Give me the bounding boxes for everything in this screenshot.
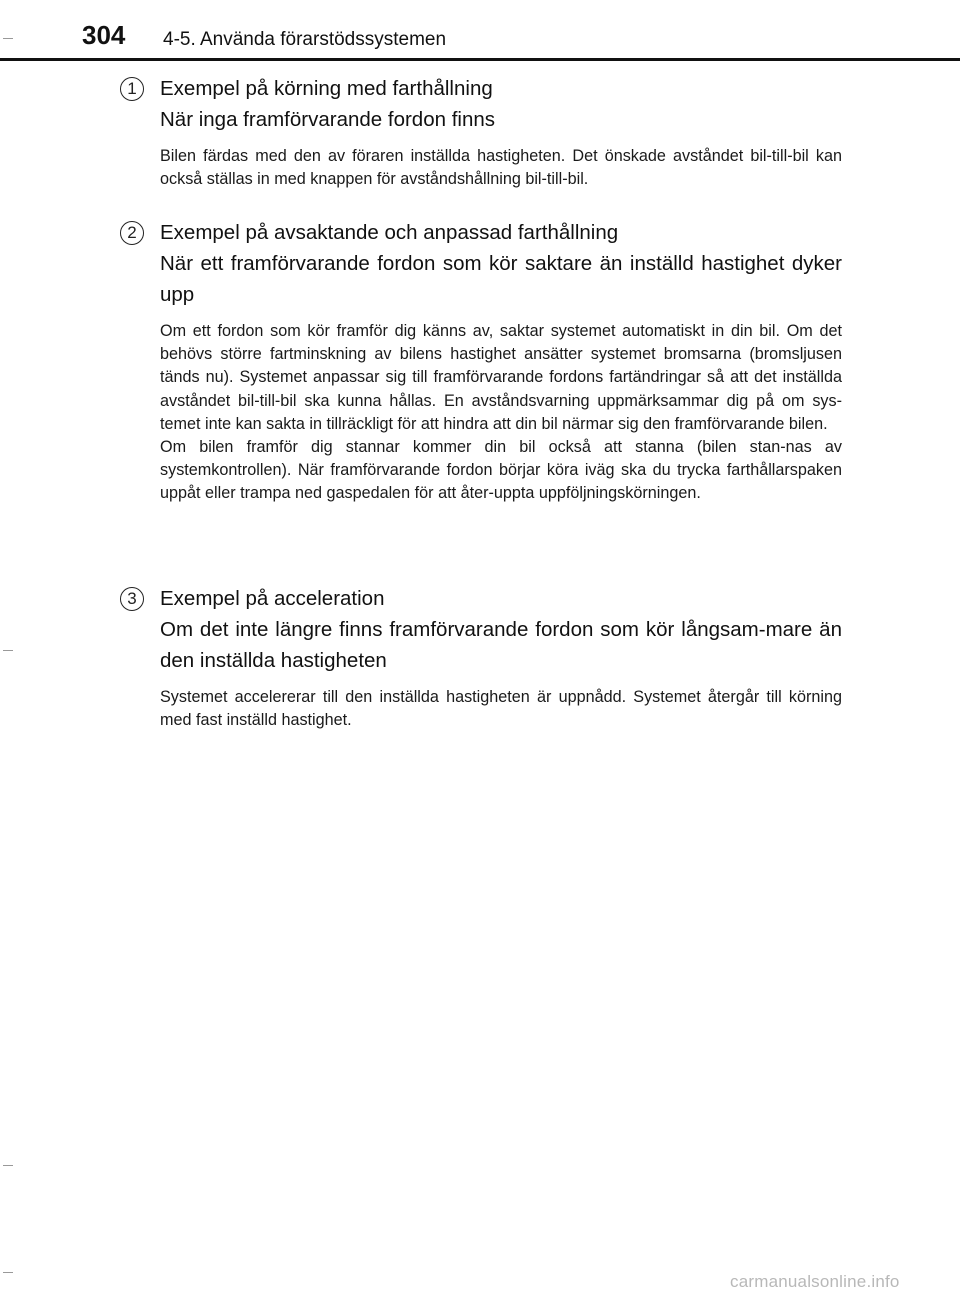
page-number: 304 [82, 20, 126, 50]
example-body [160, 686, 842, 732]
body-paragraph: Bilen färdas med den av föraren inställda hastigheten. Det önskade avståndet bil-till-bil kan också ställas in med knappen för avståndshållning bil-till-bil. [160, 147, 842, 189]
example-body [160, 320, 842, 506]
example-title: Exempel på acceleration [160, 587, 385, 610]
crop-mark [3, 1165, 13, 1166]
watermark: carmanualsonline.info [730, 1272, 900, 1291]
example-body [160, 145, 842, 191]
example-title: Exempel på körning med farthållning [160, 77, 493, 100]
example-subtitle: När ett framförvarande fordon som kör saktare än inställd hastighet dyker upp [160, 252, 842, 306]
crop-mark [3, 38, 13, 39]
example-3 [120, 584, 842, 732]
body-paragraph: Om ett fordon som kör framför dig känns av, saktar systemet automatiskt in din bil. Om det behövs större fartminskning av bilens hastighet ansätter systemet bromsarna (bromsljusen tänds nu). Systemet anpassar sig till framförvarande fordons fartändringar så att det inställda avståndet bil-till-bil ska kunna hållas. En avståndsvarning uppmärksammar dig på om sys-temet inte kan sakta in tillräckligt för att hindra att din bil närmar sig den framförvarande bilen. [160, 322, 842, 433]
example-title: Exempel på avsaktande och anpassad farthållning [160, 221, 619, 244]
example-1 [120, 74, 842, 191]
crop-mark [3, 1272, 13, 1273]
example-subtitle: När inga framförvarande fordon finns [160, 108, 496, 131]
example-2 [120, 218, 842, 506]
section-title: 4-5. Använda förarstödssystemen [163, 29, 447, 50]
step-number-badge: 2 [120, 221, 144, 245]
example-subtitle: Om det inte längre finns framförvarande fordon som kör långsam-mare än den inställda hastigheten [160, 618, 842, 672]
step-number-badge: 1 [120, 77, 144, 101]
step-number-badge: 3 [120, 587, 144, 611]
page-header [0, 0, 960, 62]
crop-mark [3, 650, 13, 651]
header-rule [0, 58, 960, 61]
body-paragraph: Om bilen framför dig stannar kommer din bil också att stanna (bilen stan-nas av systemkontrollen). När framförvarande fordon börjar köra iväg ska du trycka farthållarspaken uppåt eller trampa ned gaspedalen för att åter-uppta uppföljningskörningen. [160, 438, 842, 503]
body-paragraph: Systemet accelererar till den inställda hastigheten är uppnådd. Systemet återgår till körning med fast inställd hastighet. [160, 688, 842, 730]
